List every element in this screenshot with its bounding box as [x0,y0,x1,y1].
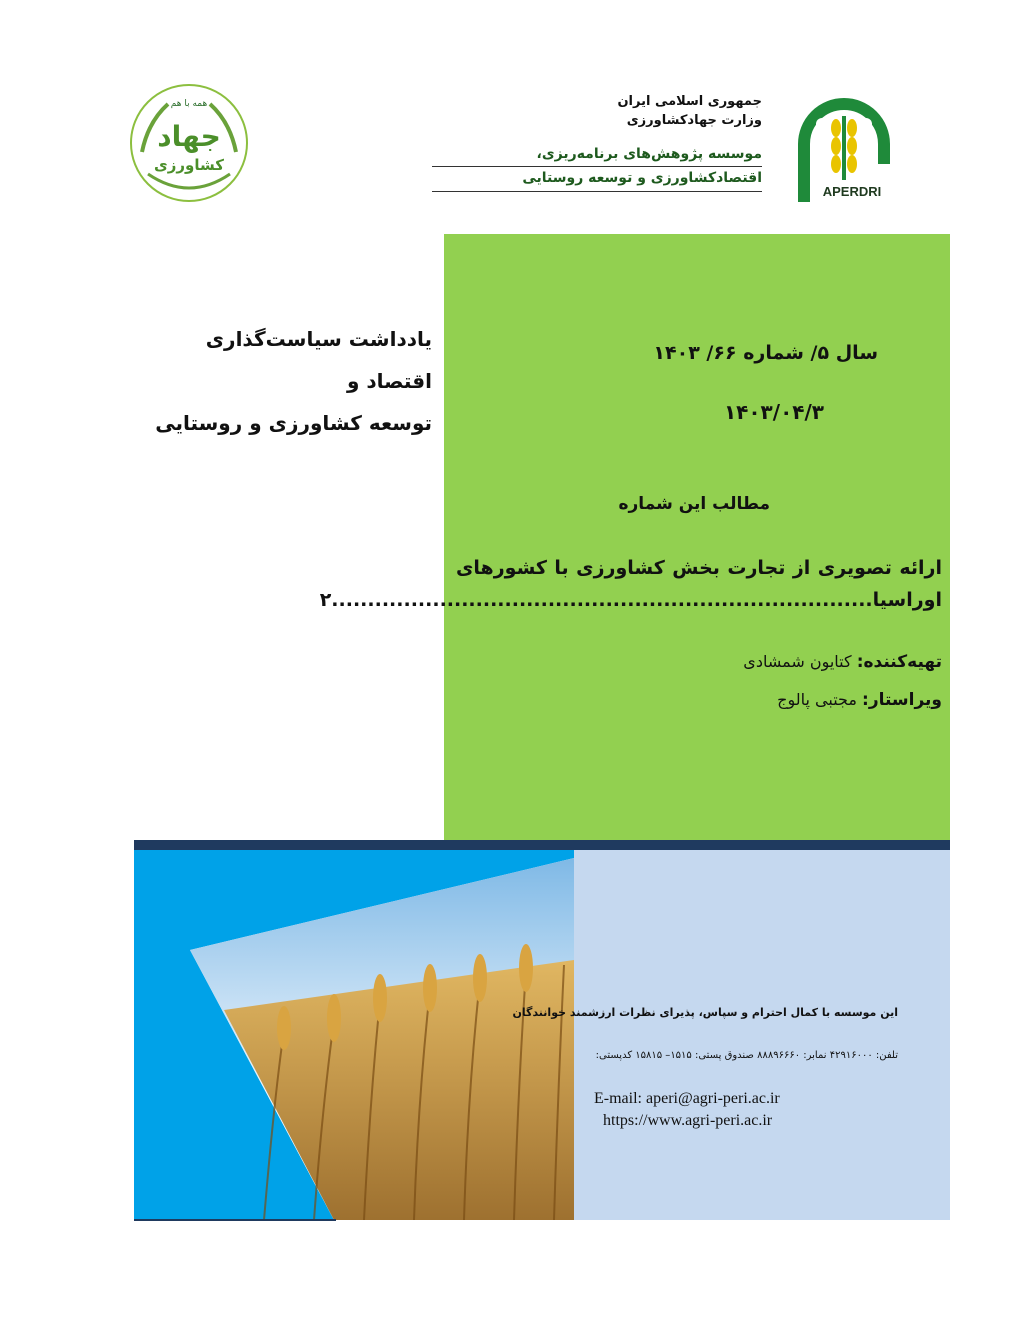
policy-title-line2: توسعه کشاورزی و روستایی [155,411,432,435]
logo-sub-text: کشاورزی [154,156,224,174]
contact-phone: تلفن: ۴۲۹۱۶۰۰۰ نمابر: ۸۸۸۹۶۶۶۰ صندوق پستی: ۱۵۱۵– ۱۵۸۱۵ کدپستی: [595,1050,898,1061]
policy-title [150,318,432,444]
wheat-field-image [134,850,574,1220]
article-title: ارائه تصویری از تجارت بخش کشاورزی با کشورهای اوراسیا [456,557,942,611]
jahad-keshavarzi-logo [128,82,250,204]
logo-arc-text: همه با هم [170,99,208,109]
issue-panel [444,234,950,840]
policy-title-line1: یادداشت سیاست‌گذاری اقتصاد و [205,327,432,393]
toc-article [319,552,942,616]
aperdri-wheat-logo [776,84,910,208]
organization-header [432,92,762,192]
article-dots: ........................................................................... [331,589,873,611]
toc-heading: مطالب این شماره [618,494,770,514]
contact-email[interactable]: E-mail: aperi@agri-peri.ac.ir [594,1090,780,1107]
editor-credit [777,690,942,710]
editor-label: ویراستار: [862,690,942,710]
aperdri-text: APERDRI [822,184,882,199]
institute-name-line2: اقتصادکشاورزی و توسعه روستایی [432,167,762,192]
ministry-name: وزارت جهادکشاورزی [626,113,762,128]
author-name: کتایون شمشادی [743,652,852,671]
bottom-rule [134,1219,336,1221]
logo-main-text: جهاد [157,120,221,153]
contact-panel [574,850,950,1220]
country-name: جمهوری اسلامی ایران [617,94,762,109]
issue-number: سال ۵/ شماره ۶۶/ ۱۴۰۳ [653,342,878,364]
author-credit [743,652,942,672]
thanks-message: این موسسه با کمال احترام و سپاس، پذیرای نظرات ارزشمند خوانندگان [512,1006,898,1019]
article-page: ۲ [319,589,332,611]
contact-website[interactable]: https://www.agri-peri.ac.ir [603,1112,773,1129]
editor-name: مجتبی پالوج [777,690,857,709]
divider-bar [134,840,950,850]
issue-date: ۱۴۰۳/۰۴/۳ [723,400,824,424]
institute-name-line1: موسسه پژوهش‌های برنامه‌ریزی، [432,144,762,167]
author-label: تهیه‌کننده: [856,652,942,672]
